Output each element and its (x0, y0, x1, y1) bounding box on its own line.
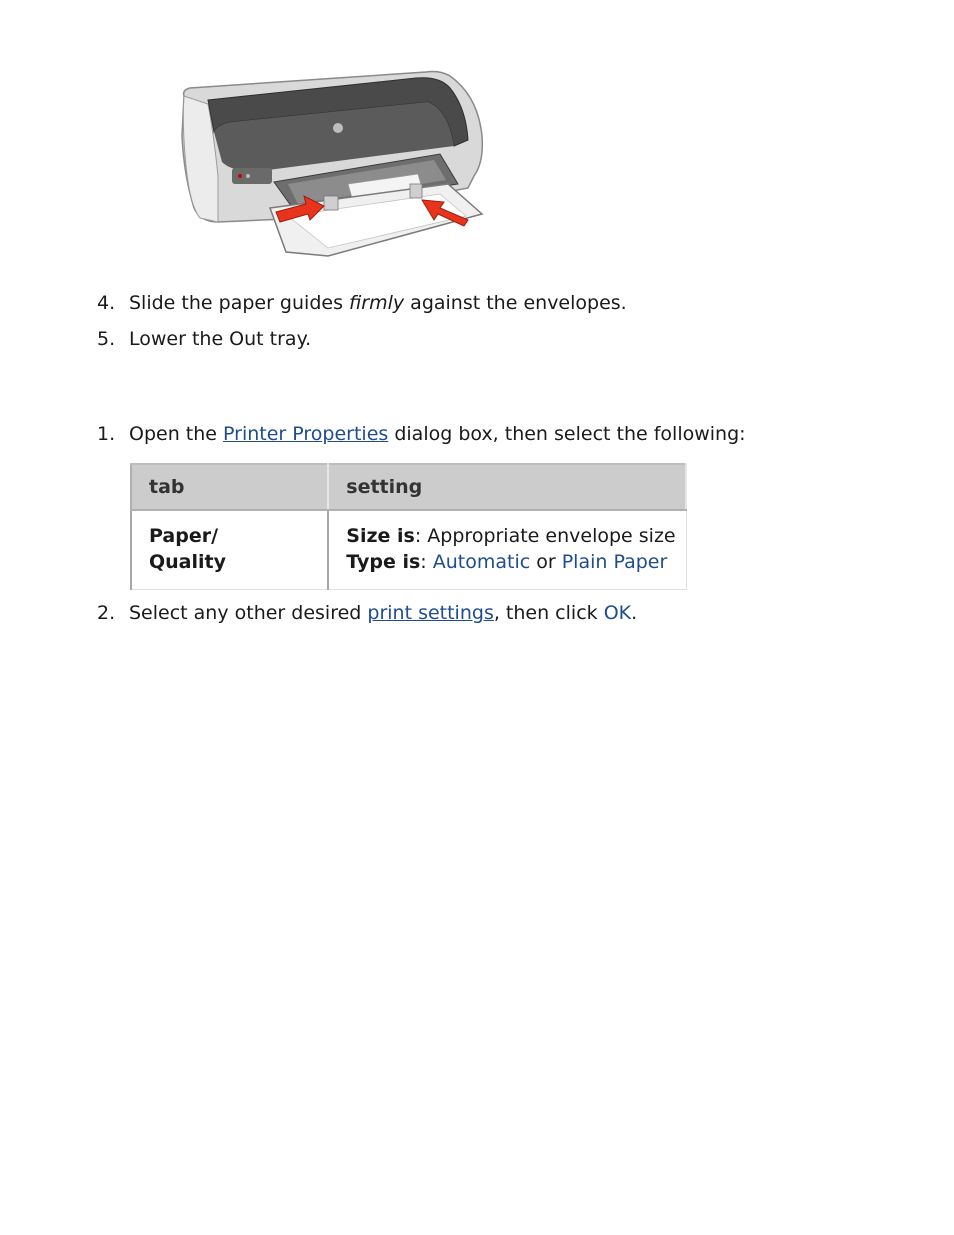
step-1 (97, 422, 746, 446)
ok-label: OK (603, 602, 632, 624)
type-label: Type is (346, 551, 421, 573)
header-setting: setting (328, 464, 686, 510)
step-text: Lower the Out tray. (129, 328, 312, 350)
step-emphasis: firmly (349, 292, 405, 314)
tab-name-line2: Quality (149, 551, 226, 573)
table-row (131, 510, 686, 590)
step-4 (97, 291, 627, 315)
step-number: 1. (97, 423, 116, 445)
cell-tab (131, 510, 328, 590)
size-label: Size is (346, 525, 415, 547)
table-header-row (131, 464, 686, 510)
header-tab: tab (131, 464, 328, 510)
step-5 (97, 327, 311, 351)
printer-illustration (178, 66, 490, 262)
step-number: 2. (97, 602, 116, 624)
step-number: 4. (97, 292, 116, 314)
print-settings-link[interactable]: print settings (367, 602, 494, 624)
step-text: dialog box, then select the following: (388, 423, 746, 445)
cell-setting (328, 510, 686, 590)
size-value: : Appropriate envelope size (414, 525, 676, 547)
step-text: Open the (129, 423, 224, 445)
step-number: 5. (97, 328, 116, 350)
type-option-plain-paper: Plain Paper (561, 551, 668, 573)
step-text: . (631, 602, 638, 624)
tab-name-line1: Paper/ (149, 525, 219, 547)
step-text: Select any other desired (129, 602, 368, 624)
step-text: , then click (493, 602, 604, 624)
type-option-automatic: Automatic (432, 551, 531, 573)
step-text: against the envelopes. (404, 292, 627, 314)
type-separator: : (420, 551, 433, 573)
settings-table (130, 463, 687, 590)
printer-properties-link[interactable]: Printer Properties (223, 423, 389, 445)
type-or: or (530, 551, 562, 573)
step-2 (97, 601, 637, 625)
step-text: Slide the paper guides (129, 292, 350, 314)
